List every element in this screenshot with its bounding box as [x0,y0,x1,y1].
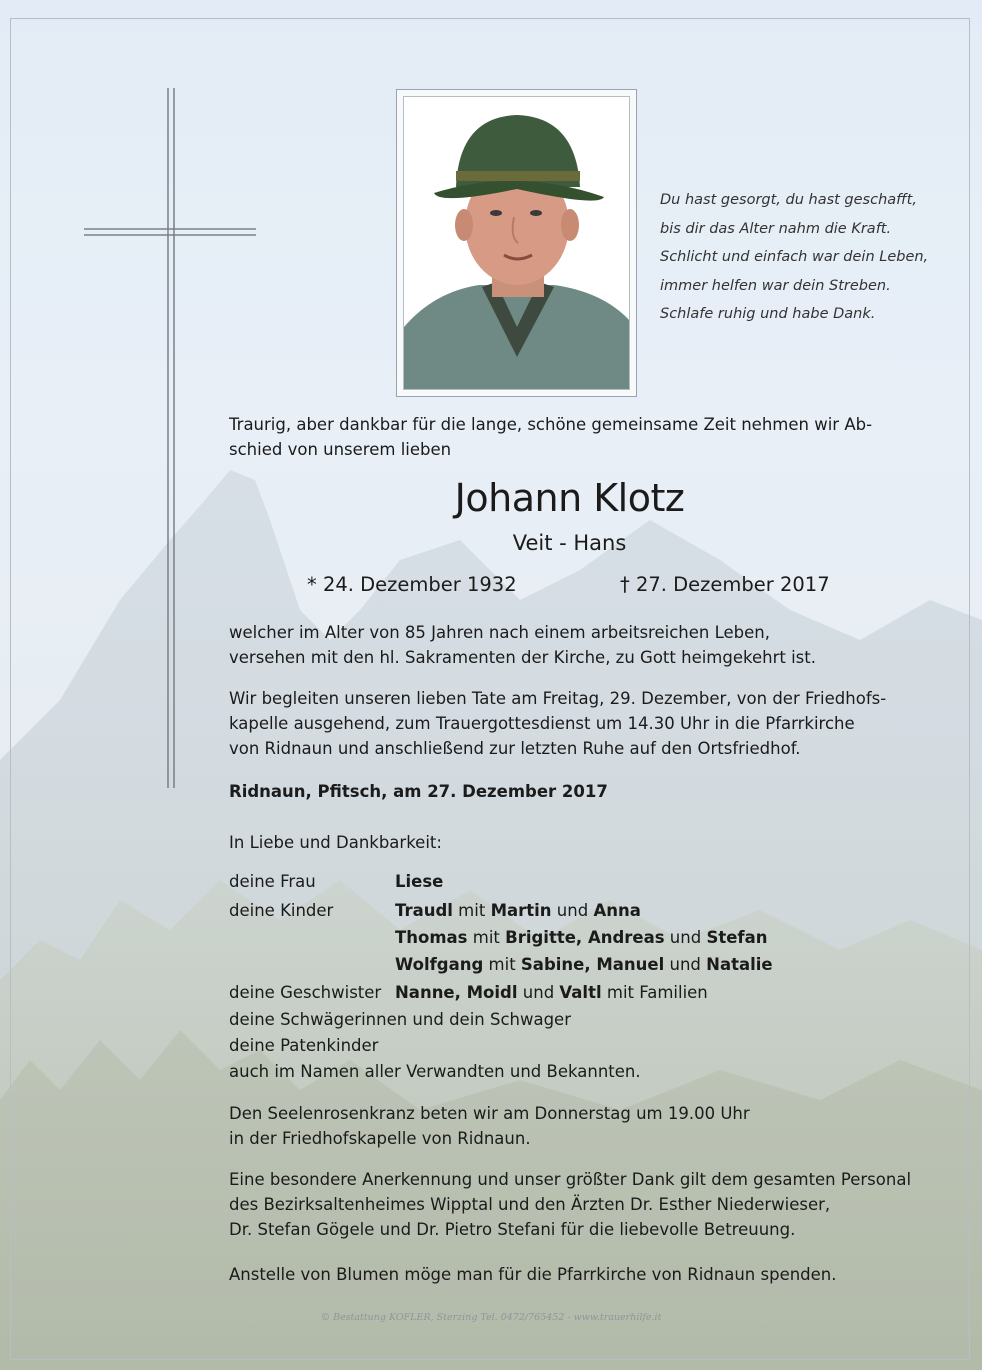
rosary-line: in der Friedhofskapelle von Ridnaun. [229,1129,531,1148]
place-date: Ridnaun, Pfitsch, am 27. Dezember 2017 [229,782,608,801]
family-label: deine Kinder [229,901,334,920]
poem-line: bis dir das Alter nahm die Kraft. [660,220,892,237]
family-label: deine Frau [229,872,316,891]
portrait-photo [404,97,630,390]
funeral-line: kapelle ausgehend, zum Trauergottesdienst um 14.30 Uhr in die Pfarrkirche [229,714,855,733]
poem-line: immer helfen war dein Streben. [660,277,891,294]
thanks-line: Dr. Stefan Gögele und Dr. Pietro Stefani für die liebevolle Betreuung. [229,1220,796,1239]
poem-line: Schlafe ruhig und habe Dank. [660,306,876,322]
family-paten: deine Patenkinder [229,1036,379,1055]
family-verwandte: auch im Namen aller Verwandten und Bekannten. [229,1062,641,1081]
funeral-line: von Ridnaun und anschließend zur letzten Ruhe auf den Ortsfriedhof. [229,739,801,758]
deceased-nickname: Veit - Hans [512,531,627,555]
family-names: Wolfgang mit Sabine, Manuel und Natalie [395,955,773,974]
age-line: versehen mit den hl. Sakramenten der Kirche, zu Gott heimgekehrt ist. [229,648,816,667]
intro-line: schied von unserem lieben [229,440,452,459]
poem-line: Schlicht und einfach war dein Leben, [660,249,929,265]
intro-line: Traurig, aber dankbar für die lange, schöne gemeinsame Zeit nehmen wir Ab- [229,415,873,434]
funeral-line: Wir begleiten unseren lieben Tate am Freitag, 29. Dezember, von der Friedhofs- [229,689,887,708]
poem-line: Du hast gesorgt, du hast geschafft, [660,192,917,208]
greeting: In Liebe und Dankbarkeit: [229,833,442,852]
family-names: Thomas mit Brigitte, Andreas und Stefan [395,928,768,947]
death-date: † 27. Dezember 2017 [620,573,830,596]
family-label: deine Geschwister [229,983,382,1002]
thanks-line: des Bezirksaltenheimes Wipptal und den Ärzten Dr. Esther Niederwieser, [229,1195,831,1214]
portrait-frame [396,89,637,397]
thanks-line: Eine besondere Anerkennung und unser größter Dank gilt dem gesamten Personal [229,1170,912,1189]
footer-credit: © Bestattung KOFLER, Sterzing Tel. 0472/765452 - www.trauerhilfe.it [320,1312,662,1323]
birth-date: * 24. Dezember 1932 [307,573,517,596]
family-names: Liese [395,872,444,891]
family-names: Traudl mit Martin und Anna [395,901,641,920]
flowers-note: Anstelle von Blumen möge man für die Pfarrkirche von Ridnaun spenden. [229,1265,837,1284]
family-names: Nanne, Moidl und Valtl mit Familien [395,983,708,1002]
poem [660,186,960,329]
deceased-name: Johann Klotz [454,476,685,520]
rosary-line: Den Seelenrosenkranz beten wir am Donnerstag um 19.00 Uhr [229,1104,750,1123]
age-line: welcher im Alter von 85 Jahren nach einem arbeitsreichen Leben, [229,623,770,642]
family-schwaeger: deine Schwägerinnen und dein Schwager [229,1010,571,1029]
